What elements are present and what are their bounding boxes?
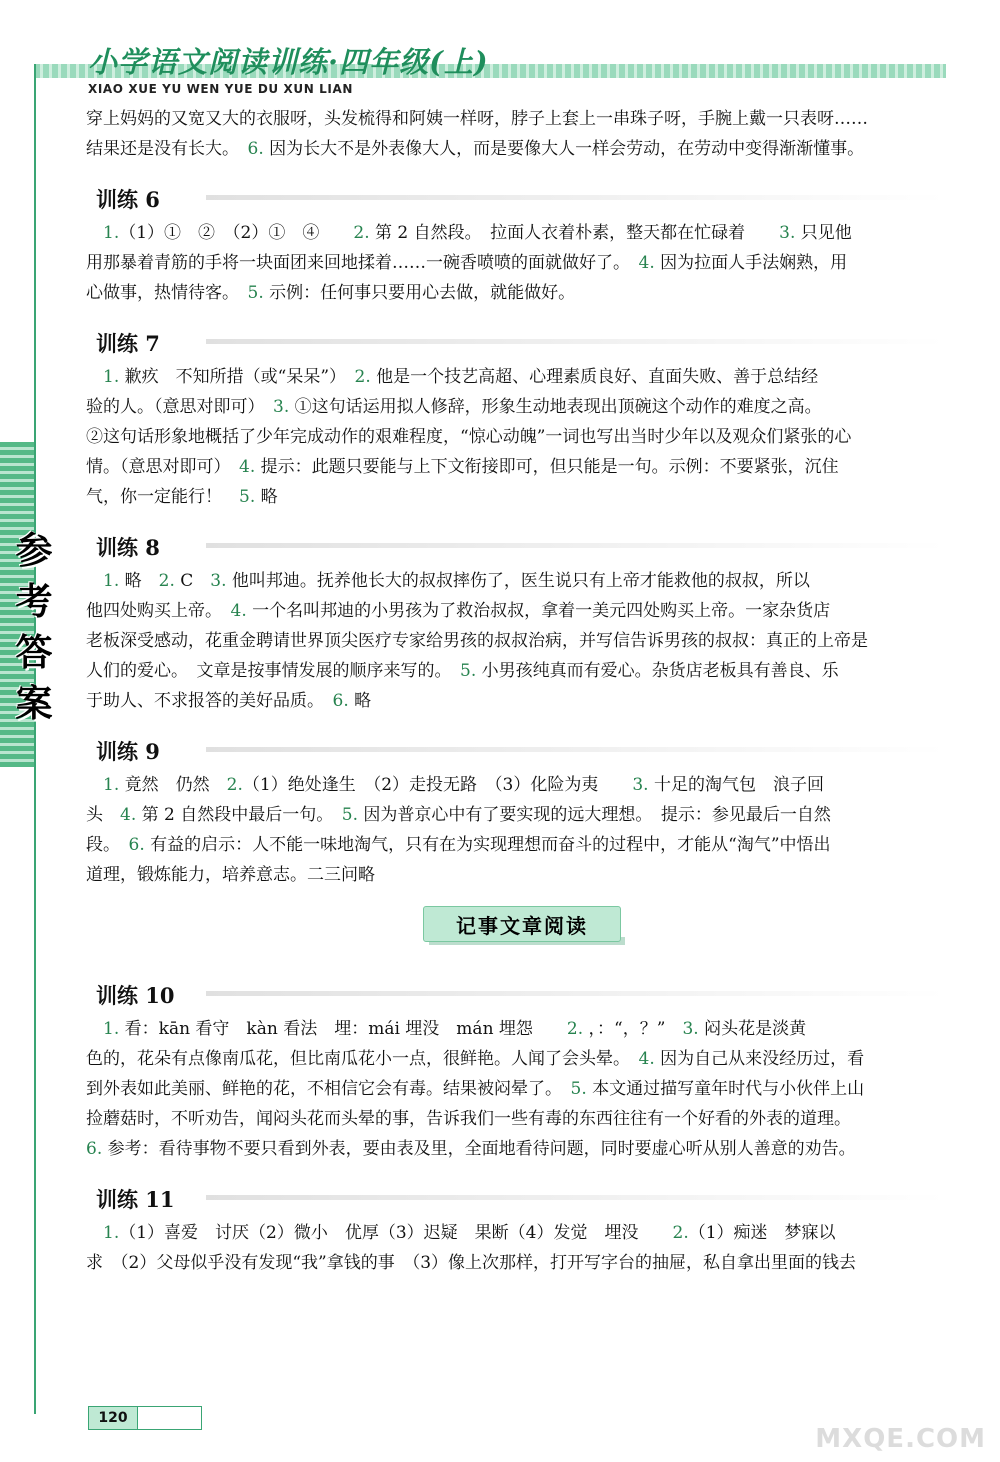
item-number: 4. — [638, 253, 655, 273]
item-number: 6. — [247, 139, 264, 159]
section-training-9 — [86, 716, 946, 890]
item-number: 1. — [103, 1223, 120, 1243]
item-number: 2. — [226, 775, 243, 795]
item-number: 4. — [230, 601, 247, 621]
section-title: 训练 9 — [96, 739, 160, 764]
text-line: 头 4. 第 2 自然段中最后一句。 5. 因为普京心中有了要实现的远大理想。 提示：参见最后一自然 — [86, 805, 831, 825]
page-number: 120 — [89, 1407, 138, 1429]
book-title: 小学语文阅读训练·四年级(上) — [88, 45, 489, 79]
side-char: 考 — [15, 579, 53, 623]
section-training-6 — [86, 164, 946, 308]
item-number: 3. — [682, 1019, 699, 1039]
section-title: 训练 10 — [96, 983, 175, 1008]
text-line: 求 （2）父母似乎没有发现“我”拿钱的事 （3）像上次那样，打开写字台的抽屉，私自拿出里面的钱去 — [86, 1253, 857, 1273]
item-number: 3. — [210, 571, 227, 591]
text-line: 于助人、不求报答的美好品质。 6. 略 — [86, 691, 372, 711]
text-line: 段。 6. 有益的启示：人不能一味地淘气，只有在为实现理想而奋斗的过程中，才能从“淘气”中悟出 — [86, 835, 831, 855]
item-number: 5. — [247, 283, 264, 303]
text-line: 道理，锻炼能力，培养意志。二三问略 — [86, 865, 375, 885]
section-training-10 — [86, 960, 946, 1164]
item-number: 5. — [239, 487, 256, 507]
side-char: 案 — [15, 681, 53, 725]
section-training-8 — [86, 512, 946, 716]
item-number: 6. — [332, 691, 349, 711]
text-line: 1. 竟然 仍然 2.（1）绝处逢生 （2）走投无路 （3）化险为夷 3. 十足的淘气包 浪子回 — [103, 775, 824, 795]
answer-content — [86, 104, 946, 1278]
side-char: 答 — [15, 630, 53, 674]
banner-box — [423, 906, 621, 942]
section-title: 训练 6 — [96, 187, 160, 212]
item-number: 1. — [103, 571, 120, 591]
watermark: MXQE.COM — [815, 1424, 986, 1454]
text-line: 情。（意思对即可） 4. 提示：此题只要能与上下文衔接即可，但只能是一句。示例：不要紧张，沉住 — [86, 457, 839, 477]
item-number: 3. — [779, 223, 796, 243]
section-title: 训练 11 — [96, 1187, 175, 1212]
title-divider — [206, 1195, 946, 1200]
item-number: 5. — [460, 661, 477, 681]
text-line: 捡蘑菇时，不听劝告，闻闷头花而头晕的事，告诉我们一些有毒的东西往往有一个好看的外表的道理。 — [86, 1109, 851, 1129]
item-number: 2. — [354, 367, 371, 387]
text-line: 1.（1）喜爱 讨厌（2）微小 优厚（3）迟疑 果断（4）发觉 埋没 2.（1）痴迷 梦寐以 — [103, 1223, 836, 1243]
item-number: 1. — [103, 775, 120, 795]
text-line: 气，你一定能行！ 5. 略 — [86, 487, 278, 507]
text-line: 1. 歉疚 不知所措（或“呆呆”） 2. 他是一个技艺高超、心理素质良好、直面失败、善于总结经 — [103, 367, 819, 387]
item-number: 2. — [566, 1019, 584, 1039]
text-line: 到外表如此美丽、鲜艳的花，不相信它会有毒。结果被闷晕了。 5. 本文通过描写童年时代与小伙伴上山 — [86, 1079, 865, 1099]
text-line: 1. 看：kān 看守 kàn 看法 埋：mái 埋没 mán 埋怨 2. ，：“，？” 3. 闷头花是淡黄 — [103, 1019, 807, 1039]
banner-label: 记事文章阅读 — [456, 913, 588, 938]
section-training-11 — [86, 1164, 946, 1278]
text-line: 1. 略 2. C 3. 他叫邦迪。抚养他长大的叔叔摔伤了，医生说只有上帝才能救他的叔叔，所以 — [103, 571, 810, 591]
reference-answers-tab — [0, 442, 70, 767]
item-number: 6. — [128, 835, 145, 855]
text-line: 老板深受感动，花重金聘请世界顶尖医疗专家给男孩的叔叔治病，并写信告诉男孩的叔叔：真正的上帝是 — [86, 631, 868, 651]
section-training-7 — [86, 308, 946, 512]
text-line: 验的人。（意思对即可） 3. ①这句话运用拟人修辞，形象生动地表现出顶碗这个动作的难度之高。 — [86, 397, 822, 417]
item-number: 2. — [158, 571, 175, 591]
section-title: 训练 8 — [96, 535, 160, 560]
text-line: ②这句话形象地概括了少年完成动作的艰难程度，“惊心动魄”一词也写出当时少年以及观众们紧张的心 — [86, 427, 852, 447]
item-number: 4. — [239, 457, 256, 477]
item-number: 6. — [86, 1139, 103, 1159]
text-line: 心做事，热情待客。 5. 示例：任何事只要用心去做，就能做好。 — [86, 283, 576, 303]
item-number: 3. — [273, 397, 290, 417]
section-title: 训练 7 — [96, 331, 160, 356]
text-line: 用那暴着青筋的手将一块面团来回地揉着……一碗香喷喷的面就做好了。 4. 因为拉面人手法娴熟，用 — [86, 253, 848, 273]
text-line: 结果还是没有长大。 6. 因为长大不是外表像大人，而是要像大人一样会劳动，在劳动中变得渐渐懂事。 — [86, 139, 865, 159]
text-line: 6. 参考：看待事物不要只看到外表，要由表及里，全面地看待问题，同时要虚心听从别人善意的劝告。 — [86, 1139, 856, 1159]
title-divider — [206, 339, 946, 344]
title-divider — [206, 543, 946, 548]
item-number: 4. — [638, 1049, 655, 1069]
item-number: 3. — [632, 775, 649, 795]
title-divider — [206, 747, 946, 752]
text-line: 1.（1）① ② （2）① ④ 2. 第 2 自然段。 拉面人衣着朴素，整天都在忙碌着 3. 只见他 — [103, 223, 852, 243]
item-number: 4. — [120, 805, 137, 825]
text-line: 色的，花朵有点像南瓜花，但比南瓜花小一点，很鲜艳。人闻了会头晕。 4. 因为自己从来没经历过，看 — [86, 1049, 865, 1069]
page-number-box — [88, 1406, 202, 1430]
side-tab-label — [6, 528, 62, 725]
item-number: 1. — [103, 223, 120, 243]
item-number: 1. — [103, 367, 120, 387]
chapter-banner — [86, 890, 946, 960]
item-number: 2. — [353, 223, 370, 243]
text-line: 人们的爱心。 文章是按事情发展的顺序来写的。 5. 小男孩纯真而有爱心。杂货店老板具有善良、乐 — [86, 661, 839, 681]
book-title-pinyin: XIAO XUE YU WEN YUE DU XUN LIAN — [88, 82, 353, 96]
text-line: 穿上妈妈的又宽又大的衣服呀，头发梳得和阿姨一样呀，脖子上套上一串珠子呀，手腕上戴一只表呀…… — [86, 109, 868, 129]
item-number: 1. — [103, 1019, 120, 1039]
item-number: 5. — [570, 1079, 587, 1099]
item-number: 2. — [672, 1223, 689, 1243]
side-char: 参 — [15, 528, 53, 572]
title-divider — [206, 195, 946, 200]
text-line: 他四处购买上帝。 4. 一个名叫邦迪的小男孩为了救治叔叔，拿着一美元四处购买上帝。一家杂货店 — [86, 601, 831, 621]
title-divider — [206, 991, 946, 996]
intro-continuation — [86, 104, 946, 164]
item-number: 5. — [341, 805, 358, 825]
